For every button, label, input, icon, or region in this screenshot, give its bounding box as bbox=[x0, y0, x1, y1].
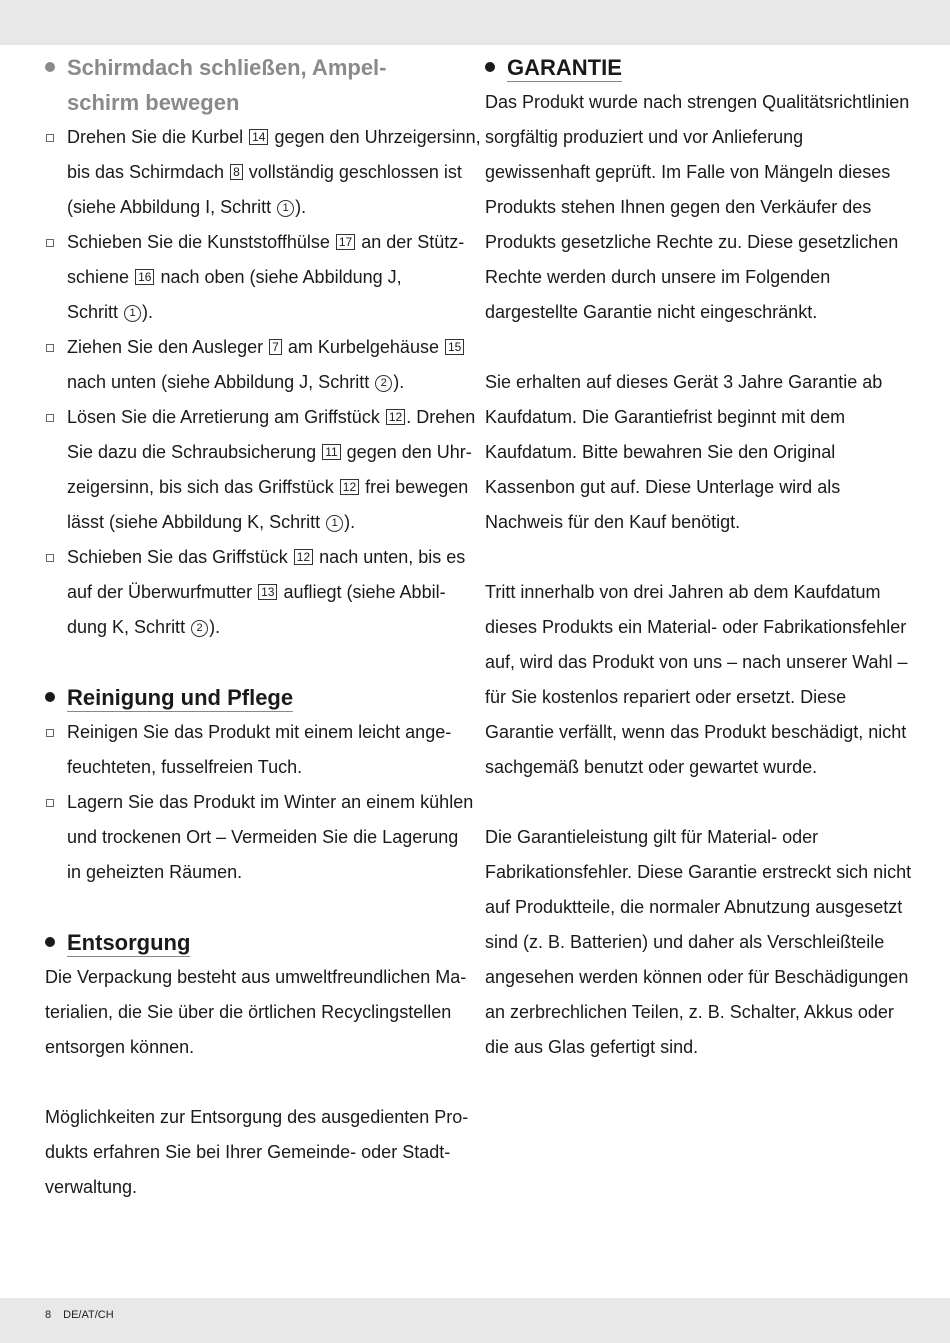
paragraph-line: angesehen werden können oder für Beschädigungen bbox=[485, 967, 909, 987]
paragraph-line: Fabrikationsfehler. Diese Garantie erstreckt sich nicht bbox=[485, 862, 912, 882]
paragraph-line: Garantie verfällt, wenn das Produkt beschädigt, nicht bbox=[485, 722, 907, 742]
part-number: 12 bbox=[294, 549, 313, 565]
list-item-cont: schiene 16 nach oben (siehe Abbildung J, bbox=[67, 267, 402, 287]
paragraph-line: gewissenhaft geprüft. Im Falle von Mängeln dieses bbox=[485, 162, 891, 182]
paragraph-line: sorgfältig produziert und vor Anlieferung bbox=[485, 127, 804, 147]
part-number: 7 bbox=[269, 339, 282, 355]
list-item-cont: lässt (siehe Abbildung K, Schritt 1 ). bbox=[67, 512, 356, 532]
part-number: 8 bbox=[230, 164, 243, 180]
step-number: 1 bbox=[277, 200, 294, 217]
part-number: 12 bbox=[386, 409, 405, 425]
list-item: Schieben Sie das Griffstück 12 nach unten, bis es bbox=[45, 540, 470, 575]
list-item-cont: Schritt 1 ). bbox=[67, 302, 154, 322]
step-number: 2 bbox=[191, 620, 208, 637]
paragraph-line: Das Produkt wurde nach strengen Qualitätsrichtlinien bbox=[485, 92, 910, 112]
paragraph-line: terialien, die Sie über die örtlichen Recyclingstellen bbox=[45, 1002, 452, 1022]
locale-label: DE/AT/CH bbox=[63, 1309, 114, 1321]
paragraph-line: für Sie kostenlos repariert oder ersetzt. Diese bbox=[485, 687, 847, 707]
list-item: Schieben Sie die Kunststoffhülse 17 an der Stütz- bbox=[45, 225, 470, 260]
list-item-cont: nach unten (siehe Abbildung J, Schritt 2 ). bbox=[67, 372, 405, 392]
closing-heading-line1: Schirmdach schließen, Ampel- bbox=[67, 55, 387, 80]
paragraph-line: die aus Glas gefertigt sind. bbox=[485, 1037, 699, 1057]
cleaning-heading: Reinigung und Pflege bbox=[45, 680, 470, 715]
list-item: Lösen Sie die Arretierung am Griffstück 12 . Drehen bbox=[45, 400, 470, 435]
checkbox-square-icon bbox=[46, 134, 54, 142]
closing-heading-line2: schirm bewegen bbox=[67, 90, 240, 115]
step-number: 1 bbox=[326, 515, 343, 532]
checkbox-square-icon bbox=[46, 799, 54, 807]
step-number: 2 bbox=[375, 375, 392, 392]
list-item-cont: und trockenen Ort – Vermeiden Sie die Lagerung bbox=[67, 827, 459, 847]
list-item-cont: auf der Überwurfmutter 13 aufliegt (siehe Abbil- bbox=[67, 582, 446, 602]
checkbox-square-icon bbox=[46, 414, 54, 422]
left-column bbox=[45, 50, 481, 1205]
paragraph-line: sachgemäß benutzt oder gewartet wurde. bbox=[485, 757, 818, 777]
checkbox-square-icon bbox=[46, 344, 54, 352]
bullet-dot-icon bbox=[45, 62, 55, 72]
paragraph-line: Sie erhalten auf dieses Gerät 3 Jahre Garantie ab bbox=[485, 372, 883, 392]
list-item-cont: bis das Schirmdach 8 vollständig geschlossen ist bbox=[67, 162, 462, 182]
paragraph-line: auf, wird das Produkt von uns – nach unserer Wahl – bbox=[485, 652, 908, 672]
paragraph-line: Produkts gesetzliche Rechte zu. Diese gesetzlichen bbox=[485, 232, 899, 252]
paragraph-line: sind (z. B. Batterien) und daher als Verschleißteile bbox=[485, 932, 885, 952]
paragraph-line: auf Produktteile, die normaler Abnutzung ausgesetzt bbox=[485, 897, 903, 917]
warranty-heading: GARANTIE bbox=[485, 50, 910, 85]
paragraph-line: dukts erfahren Sie bei Ihrer Gemeinde- oder Stadt- bbox=[45, 1142, 451, 1162]
bullet-dot-icon bbox=[485, 62, 495, 72]
paragraph-line: Kassenbon gut auf. Diese Unterlage wird als bbox=[485, 477, 841, 497]
list-item-cont: dung K, Schritt 2 ). bbox=[67, 617, 221, 637]
step-number: 1 bbox=[124, 305, 141, 322]
header-band bbox=[0, 0, 950, 45]
list-item: Reinigen Sie das Produkt mit einem leicht ange- bbox=[45, 715, 470, 750]
part-number: 13 bbox=[258, 584, 277, 600]
paragraph-line: Produkts stehen Ihnen gegen den Verkäufer des bbox=[485, 197, 872, 217]
right-column bbox=[485, 50, 910, 1065]
paragraph-line: Tritt innerhalb von drei Jahren ab dem Kaufdatum bbox=[485, 582, 881, 602]
page-footer bbox=[45, 1309, 126, 1321]
paragraph-line: Die Garantieleistung gilt für Material- oder bbox=[485, 827, 819, 847]
list-item-cont: zeigersinn, bis sich das Griffstück 12 frei bewegen bbox=[67, 477, 469, 497]
part-number: 17 bbox=[336, 234, 355, 250]
checkbox-square-icon bbox=[46, 729, 54, 737]
paragraph-line: Kaufdatum. Die Garantiefrist beginnt mit dem bbox=[485, 407, 846, 427]
part-number: 16 bbox=[135, 269, 154, 285]
part-number: 12 bbox=[340, 479, 359, 495]
list-item-cont: Sie dazu die Schraubsicherung 11 gegen den Uhr- bbox=[67, 442, 472, 462]
checkbox-square-icon bbox=[46, 239, 54, 247]
list-item-cont: in geheizten Räumen. bbox=[67, 862, 243, 882]
paragraph-line: dargestellte Garantie nicht eingeschränkt. bbox=[485, 302, 818, 322]
list-item: Drehen Sie die Kurbel 14 gegen den Uhrzeigersinn, bbox=[45, 120, 470, 155]
part-number: 11 bbox=[322, 444, 340, 460]
list-item-cont: feuchteten, fusselfreien Tuch. bbox=[67, 757, 303, 777]
paragraph-line: Rechte werden durch unsere im Folgenden bbox=[485, 267, 831, 287]
list-item-cont: (siehe Abbildung I, Schritt 1 ). bbox=[67, 197, 307, 217]
bullet-dot-icon bbox=[45, 937, 55, 947]
list-item: Lagern Sie das Produkt im Winter an einem kühlen bbox=[45, 785, 470, 820]
paragraph-line: Möglichkeiten zur Entsorgung des ausgedienten Pro- bbox=[45, 1107, 469, 1127]
paragraph-line: Die Verpackung besteht aus umweltfreundlichen Ma- bbox=[45, 967, 467, 987]
paragraph-line: Kaufdatum. Bitte bewahren Sie den Original bbox=[485, 442, 836, 462]
disposal-heading: Entsorgung bbox=[45, 925, 470, 960]
bullet-dot-icon bbox=[45, 692, 55, 702]
paragraph-line: verwaltung. bbox=[45, 1177, 138, 1197]
paragraph-line: an zerbrechlichen Teilen, z. B. Schalter, Akkus oder bbox=[485, 1002, 894, 1022]
paragraph-line: dieses Produkts ein Material- oder Fabrikationsfehler bbox=[485, 617, 907, 637]
paragraph-line: Nachweis für den Kauf benötigt. bbox=[485, 512, 741, 532]
closing-heading bbox=[45, 50, 470, 85]
checkbox-square-icon bbox=[46, 554, 54, 562]
list-item: Ziehen Sie den Ausleger 7 am Kurbelgehäuse 15 bbox=[45, 330, 470, 365]
part-number: 15 bbox=[445, 339, 464, 355]
part-number: 14 bbox=[249, 129, 268, 145]
page-number: 8 bbox=[45, 1309, 52, 1321]
footer-band bbox=[0, 1298, 950, 1343]
paragraph-line: entsorgen können. bbox=[45, 1037, 195, 1057]
